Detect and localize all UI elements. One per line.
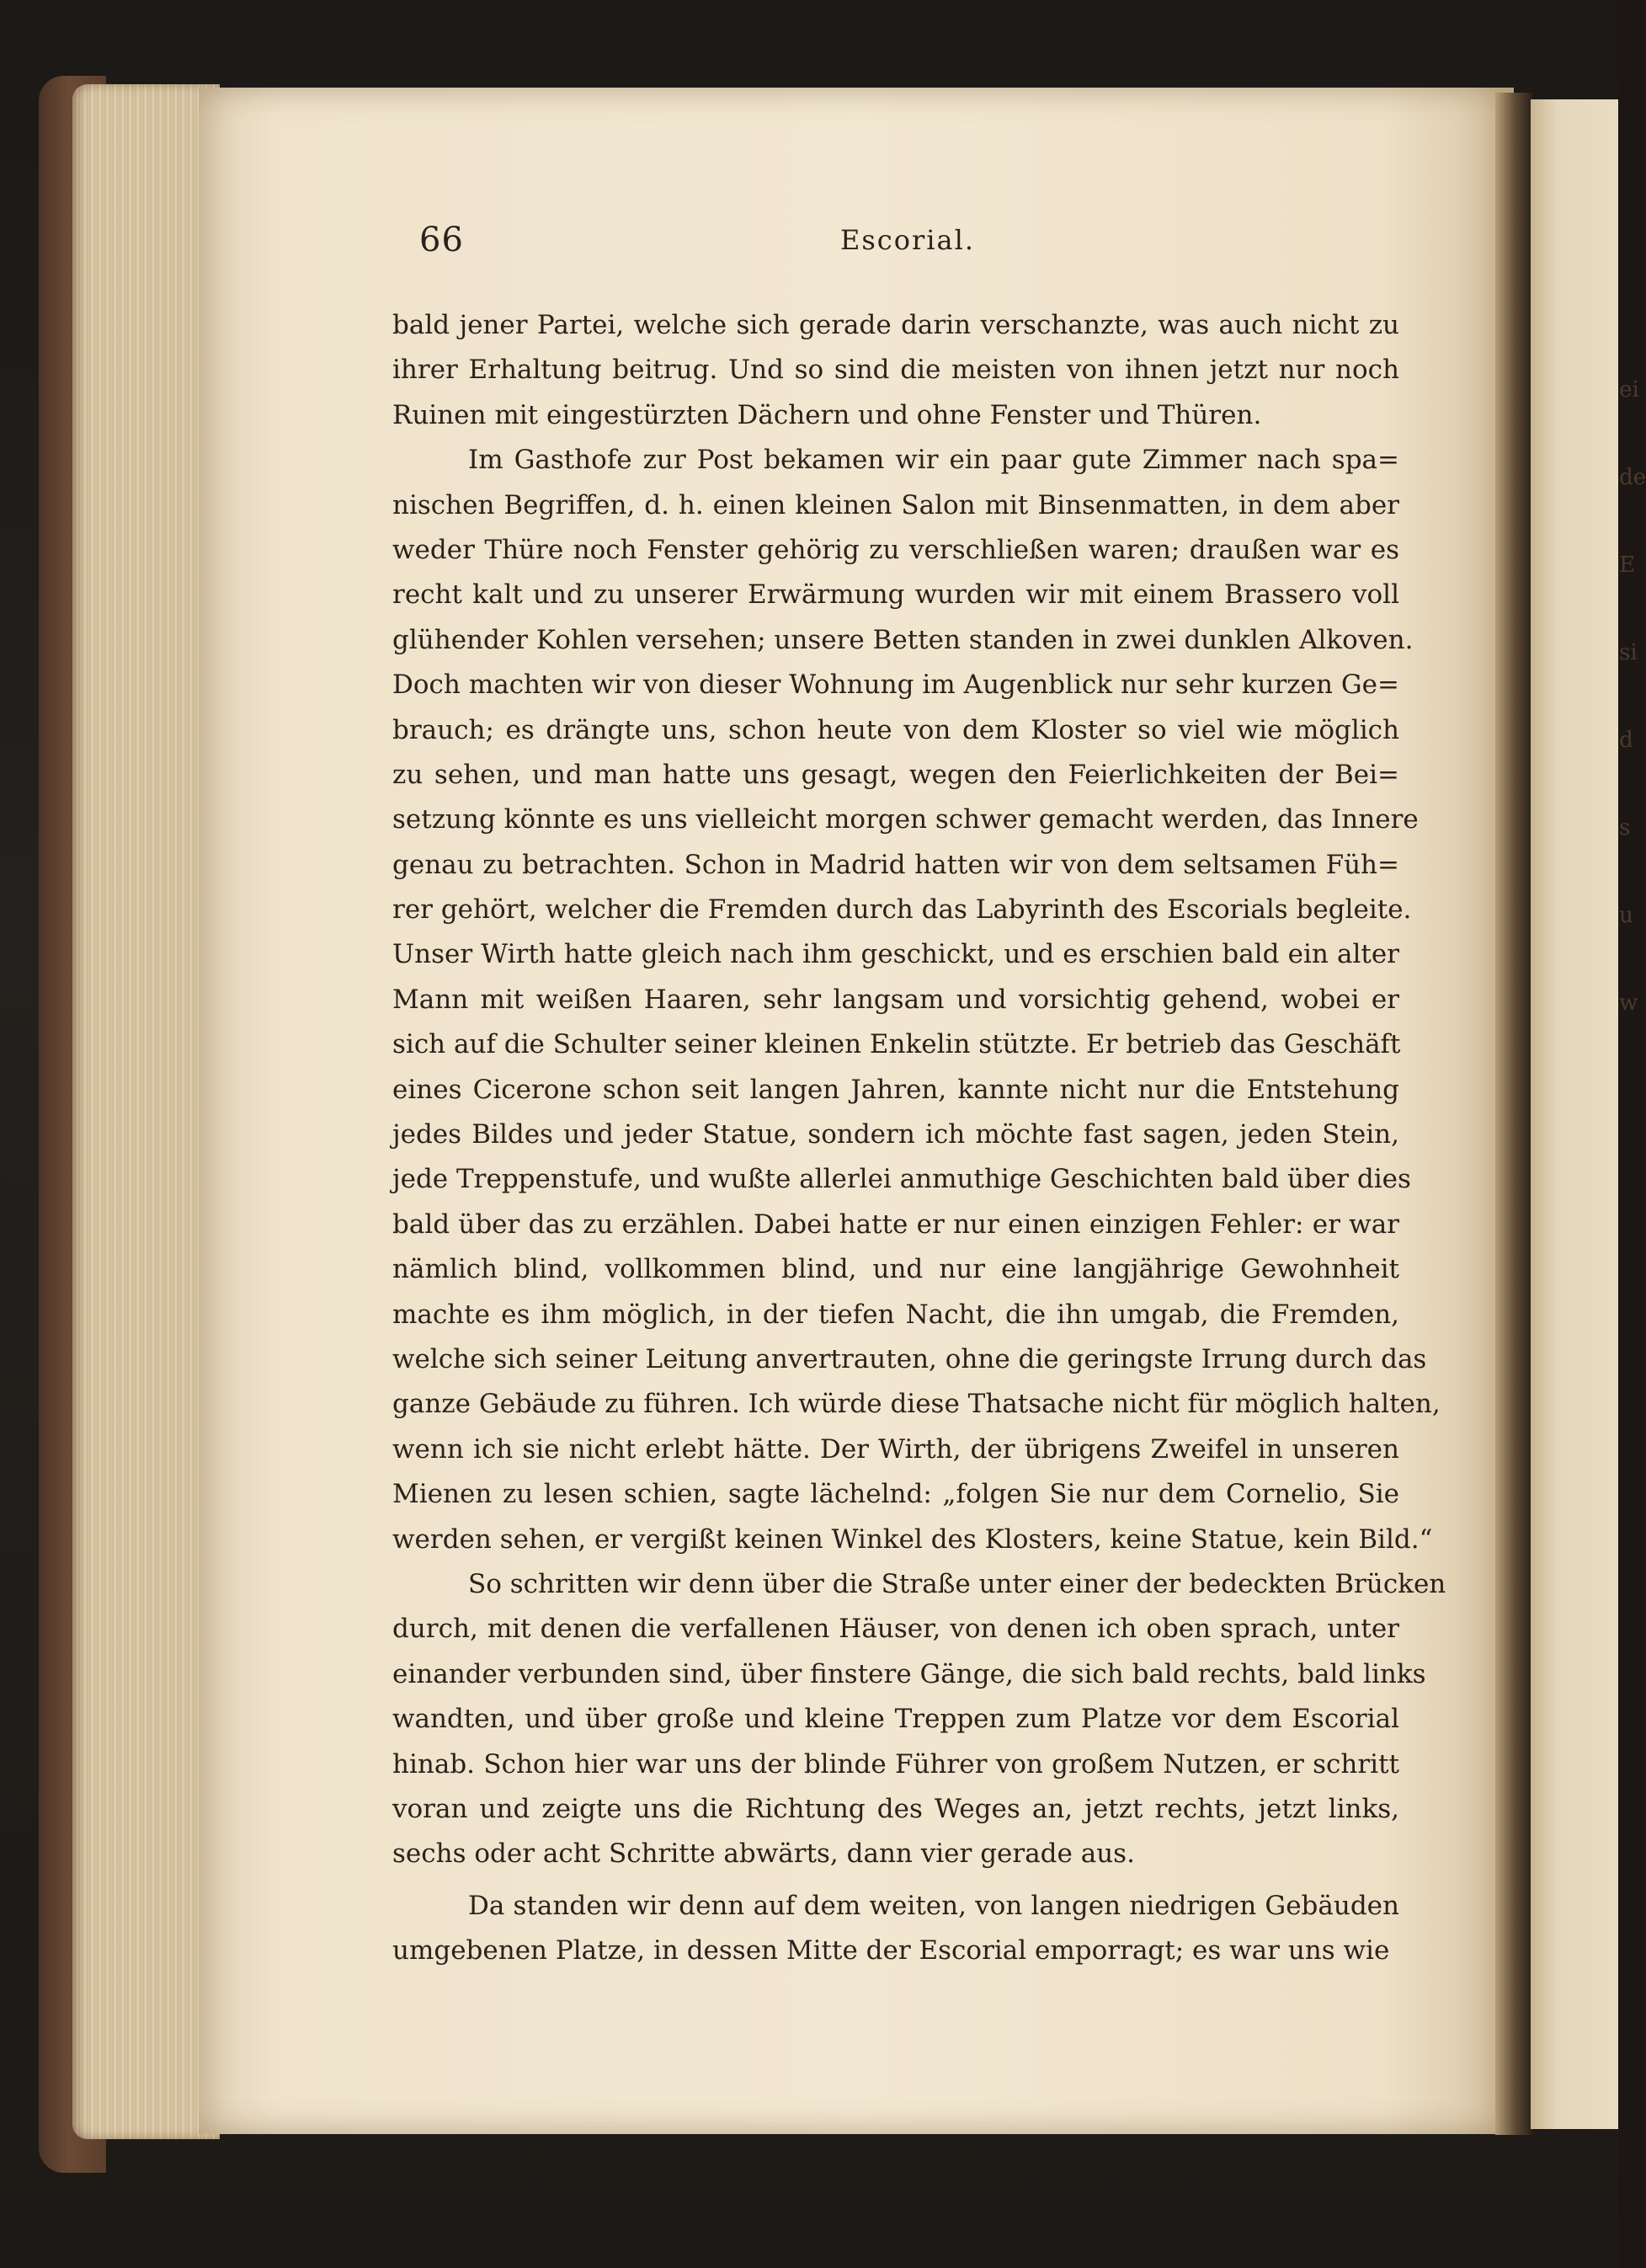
- text-line: welche sich seiner Leitung anvertrauten, ohne die geringste Irrung durch das: [392, 1343, 1427, 1374]
- text-line: nischen Begriffen, d. h. einen kleinen Salon mit Binsenmatten, in dem aber: [392, 489, 1399, 520]
- facing-fragment: d: [1619, 728, 1633, 753]
- text-line: Da standen wir denn auf dem weiten, von langen niedrigen Gebäuden: [468, 1890, 1399, 1921]
- text-line: eines Cicerone schon seit langen Jahren, kannte nicht nur die Entstehung: [392, 1074, 1399, 1105]
- text-line: zu sehen, und man hatte uns gesagt, wegen den Feierlichkeiten der Bei=: [392, 759, 1399, 790]
- text-line: setzung könnte es uns vielleicht morgen schwer gemacht werden, das Innere: [392, 804, 1419, 835]
- book-gutter: [1495, 93, 1532, 2135]
- paragraph: [392, 303, 1399, 438]
- text-line: sechs oder acht Schritte abwärts, dann vier gerade aus.: [392, 1838, 1135, 1870]
- facing-fragment: s: [1619, 815, 1631, 840]
- text-line: Mienen zu lesen schien, sagte lächelnd: „folgen Sie nur dem Cornelio, Sie: [392, 1479, 1399, 1510]
- text-line: voran und zeigte uns die Richtung des Weges an, jetzt rechts, jetzt links,: [392, 1793, 1399, 1824]
- text-line: bald über das zu erzählen. Dabei hatte er nur einen einzigen Fehler: er war: [392, 1209, 1399, 1240]
- text-line: einander verbunden sind, über finstere Gänge, die sich bald rechts, bald links: [392, 1658, 1426, 1689]
- page-number: 66: [419, 221, 464, 259]
- text-line: brauch; es drängte uns, schon heute von dem Kloster so viel wie möglich: [392, 714, 1399, 745]
- facing-fragment: si: [1619, 640, 1638, 665]
- running-head: Escorial.: [840, 224, 975, 256]
- text-line: ganze Gebäude zu führen. Ich würde diese Thatsache nicht für möglich halten,: [392, 1389, 1441, 1420]
- text-line: ihrer Erhaltung beitrug. Und so sind die meisten von ihnen jetzt nur noch: [392, 355, 1399, 386]
- text-line: jedes Bildes und jeder Statue, sondern ich möchte fast sagen, jeden Stein,: [392, 1119, 1399, 1150]
- paragraph: [392, 1884, 1399, 1974]
- paragraph: [392, 1562, 1446, 1877]
- facing-fragment: w: [1619, 990, 1638, 1016]
- facing-fragment: E: [1619, 552, 1636, 578]
- paragraph-gap: [392, 1877, 1399, 1884]
- text-line: sich auf die Schulter seiner kleinen Enkelin stützte. Er betrieb das Geschäft: [392, 1029, 1401, 1060]
- text-line: genau zu betrachten. Schon in Madrid hatten wir von dem seltsamen Füh=: [392, 849, 1399, 880]
- body-text: [392, 303, 1446, 1973]
- text-line: umgebenen Platze, in dessen Mitte der Escorial emporragt; es war uns wie: [392, 1935, 1390, 1966]
- facing-fragment: de: [1619, 465, 1646, 490]
- text-line: Ruinen mit eingestürzten Dächern und ohne Fenster und Thüren.: [392, 399, 1262, 430]
- text-line: jede Treppenstufe, und wußte allerlei anmuthige Geschichten bald über dies: [392, 1164, 1411, 1195]
- text-line: So schritten wir denn über die Straße unter einer der bedeckten Brücken: [468, 1568, 1446, 1599]
- facing-fragment: ei: [1619, 377, 1639, 403]
- text-line: werden sehen, er vergißt keinen Winkel des Klosters, keine Statue, kein Bild.“: [392, 1524, 1433, 1555]
- text-line: Im Gasthofe zur Post bekamen wir ein paar gute Zimmer nach spa=: [468, 445, 1399, 476]
- facing-fragment: u: [1619, 903, 1633, 928]
- text-line: nämlich blind, vollkommen blind, und nur eine langjährige Gewohnheit: [392, 1254, 1399, 1285]
- facing-page-fragments: [1591, 324, 1646, 1069]
- text-line: wandten, und über große und kleine Treppen zum Platze vor dem Escorial: [392, 1704, 1399, 1735]
- text-line: recht kalt und zu unserer Erwärmung wurden wir mit einem Brassero voll: [392, 579, 1399, 611]
- text-line: glühender Kohlen versehen; unsere Betten standen in zwei dunklen Alkoven.: [392, 624, 1414, 655]
- text-line: durch, mit denen die verfallenen Häuser, von denen ich oben sprach, unter: [392, 1614, 1399, 1645]
- text-line: bald jener Partei, welche sich gerade darin verschanzte, was auch nicht zu: [392, 310, 1399, 340]
- text-line: Unser Wirth hatte gleich nach ihm geschickt, und es erschien bald ein alter: [392, 939, 1399, 970]
- page-header: [419, 221, 1404, 271]
- text-line: Doch machten wir von dieser Wohnung im Augenblick nur sehr kurzen Ge=: [392, 670, 1399, 701]
- text-line: wenn ich sie nicht erlebt hätte. Der Wirth, der übrigens Zweifel in unseren: [392, 1433, 1399, 1465]
- page-edges-stack: [72, 84, 220, 2139]
- text-line: rer gehört, welcher die Fremden durch das Labyrinth des Escorials begleite.: [392, 894, 1412, 926]
- paragraph: [392, 438, 1441, 1562]
- text-line: machte es ihm möglich, in der tiefen Nacht, die ihn umgab, die Fremden,: [392, 1299, 1399, 1330]
- text-line: hinab. Schon hier war uns der blinde Führer von großem Nutzen, er schritt: [392, 1748, 1399, 1780]
- text-line: weder Thüre noch Fenster gehörig zu verschließen waren; draußen war es: [392, 534, 1399, 565]
- text-line: Mann mit weißen Haaren, sehr langsam und vorsichtig gehend, wobei er: [392, 984, 1399, 1015]
